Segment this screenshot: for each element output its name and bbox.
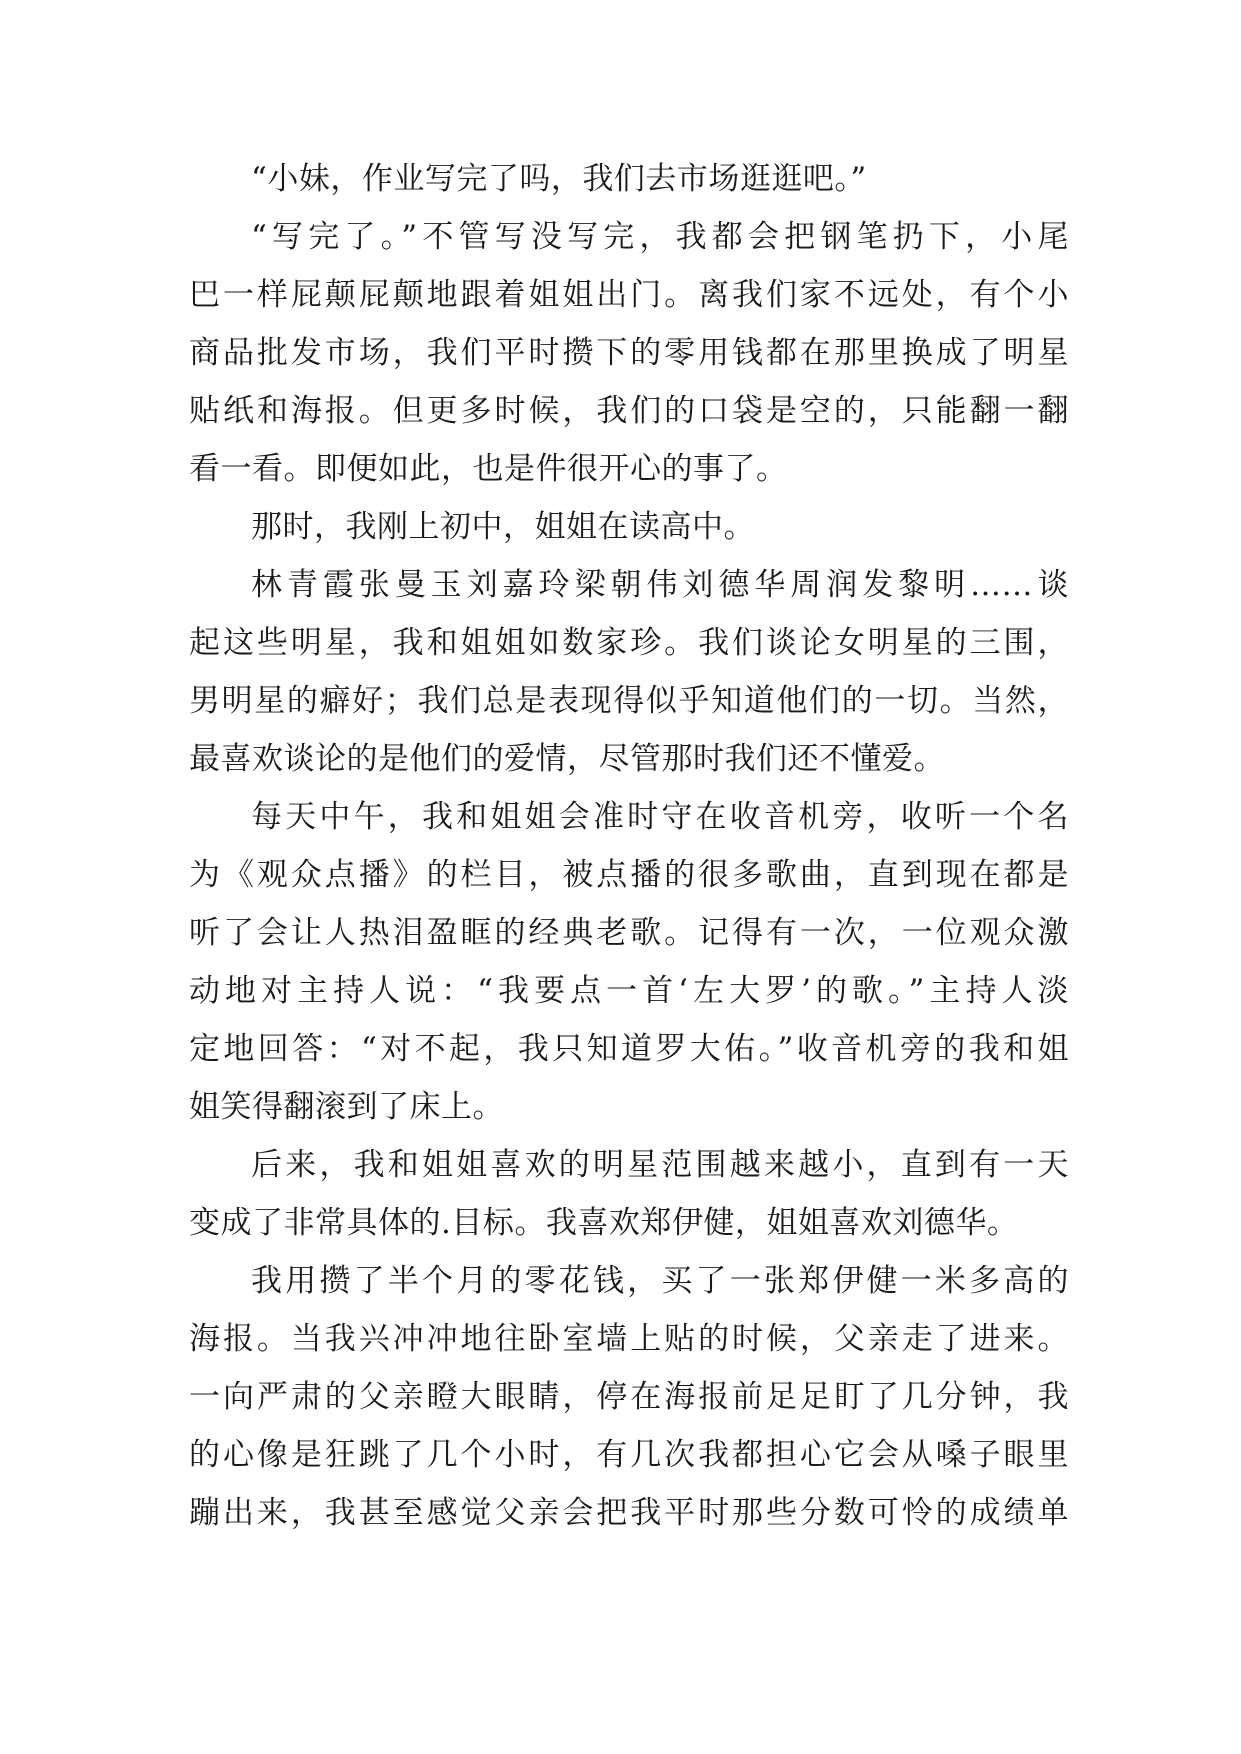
text-line: 最喜欢谈论的是他们的爱情，尽管那时我们还不懂爱。 bbox=[189, 741, 945, 777]
text-line: 每天中午，我和姐姐会准时守在收音机旁，收听一个名 bbox=[251, 799, 1069, 835]
text-line: 蹦出来，我甚至感觉父亲会把我平时那些分数可怜的成绩单 bbox=[189, 1495, 1069, 1531]
text-line: “写完了。”不管写没写完，我都会把钢笔扔下，小尾 bbox=[251, 219, 1069, 255]
text-line: 变成了非常具体的.目标。我喜欢郑伊健，姐姐喜欢刘德华。 bbox=[189, 1205, 1019, 1241]
text-line: 我用攒了半个月的零花钱，买了一张郑伊健一米多高的 bbox=[251, 1263, 1069, 1299]
text-line: 海报。当我兴冲冲地往卧室墙上贴的时候，父亲走了进来。 bbox=[189, 1321, 1069, 1357]
body-text bbox=[189, 150, 1069, 1542]
text-line: 一向严肃的父亲瞪大眼睛，停在海报前足足盯了几分钟，我 bbox=[189, 1379, 1069, 1415]
text-line: 起这些明星，我和姐姐如数家珍。我们谈论女明星的三围， bbox=[189, 625, 1069, 661]
text-line: 男明星的癖好；我们总是表现得似乎知道他们的一切。当然， bbox=[189, 683, 1069, 719]
text-line: 看一看。即便如此，也是件很开心的事了。 bbox=[189, 451, 788, 487]
text-line: 动地对主持人说：“我要点一首‘左大罗’的歌。”主持人淡 bbox=[189, 973, 1069, 1009]
text-line: 林青霞张曼玉刘嘉玲梁朝伟刘德华周润发黎明……谈 bbox=[251, 567, 1069, 603]
text-line: 商品批发市场，我们平时攒下的零用钱都在那里换成了明星 bbox=[189, 335, 1069, 371]
text-line: 贴纸和海报。但更多时候，我们的口袋是空的，只能翻一翻 bbox=[189, 393, 1069, 429]
text-line: 定地回答：“对不起，我只知道罗大佑。”收音机旁的我和姐 bbox=[189, 1031, 1069, 1067]
text-line: 姐笑得翻滚到了床上。 bbox=[189, 1089, 504, 1125]
text-line: 后来，我和姐姐喜欢的明星范围越来越小，直到有一天 bbox=[251, 1147, 1069, 1183]
text-line: “小妹，作业写完了吗，我们去市场逛逛吧。” bbox=[251, 161, 867, 197]
text-line: 听了会让人热泪盈眶的经典老歌。记得有一次，一位观众激 bbox=[189, 915, 1069, 951]
text-line: 的心像是狂跳了几个小时，有几次我都担心它会从嗓子眼里 bbox=[189, 1437, 1069, 1473]
text-line: 那时，我刚上初中，姐姐在读高中。 bbox=[251, 509, 755, 545]
text-line: 为《观众点播》的栏目，被点播的很多歌曲，直到现在都是 bbox=[189, 857, 1069, 893]
text-line: 巴一样屁颠屁颠地跟着姐姐出门。离我们家不远处，有个小 bbox=[189, 277, 1069, 313]
